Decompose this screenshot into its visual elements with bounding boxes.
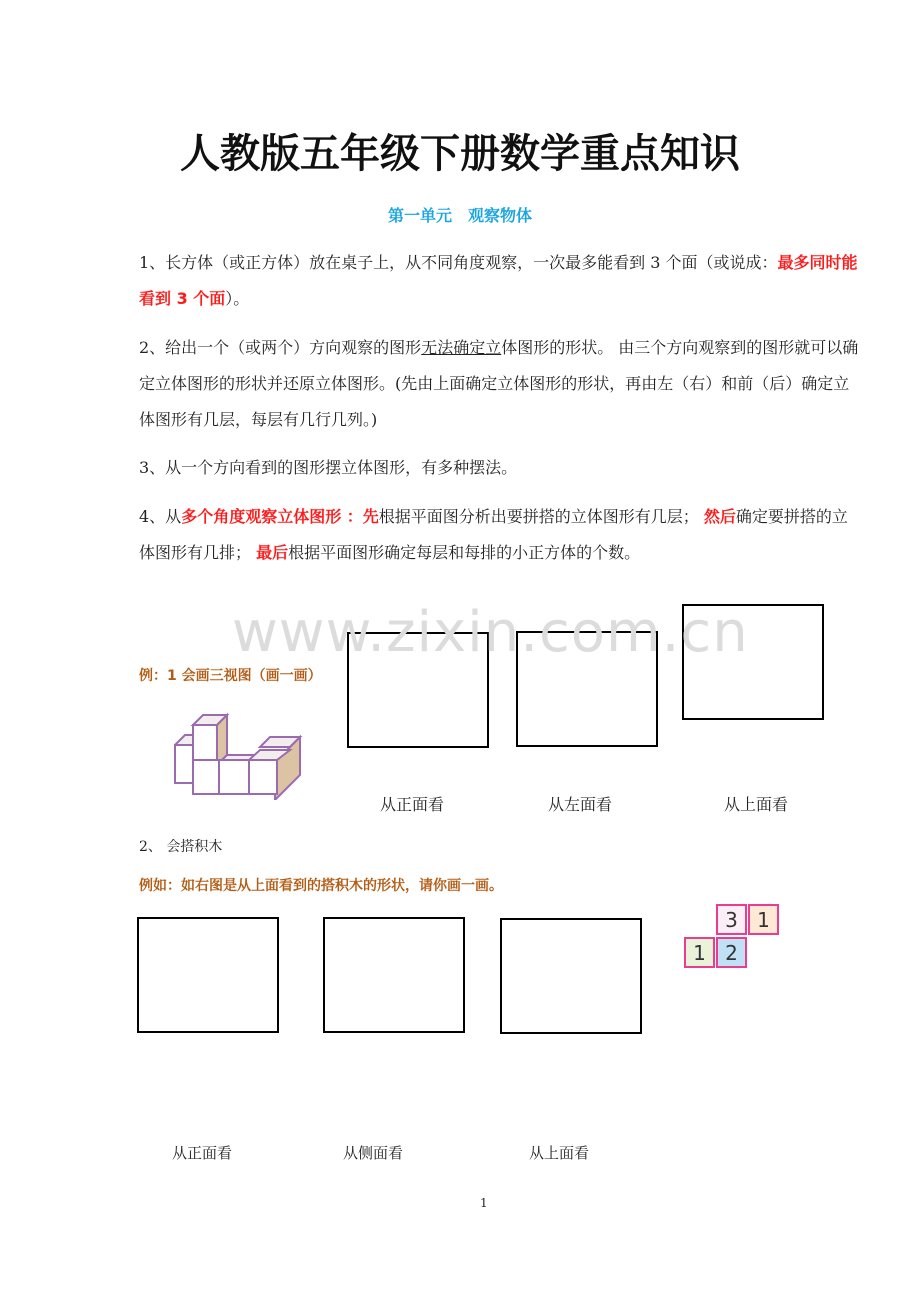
label-front-view-2: 从正面看 [172,1144,233,1162]
drawing-box-top-2[interactable] [500,918,642,1034]
top-view-grid [684,904,784,972]
text: 4、从 [139,507,182,526]
point-2 [139,330,859,438]
watermark: www.zixin.com.cn [232,600,749,665]
point-4 [139,499,859,571]
grid-cell [716,904,747,935]
drawing-box-top[interactable] [682,604,824,720]
text: 根据平面图分析出要拼搭的立体图形有几层； [378,507,699,526]
unit-heading: 第一单元 观察物体 [387,206,532,225]
highlight: 然后 [703,507,736,526]
page-number: 1 [480,1196,488,1210]
underlined-text: 无法确定立 [421,338,502,357]
highlight: 最后 [256,543,289,562]
cell-value: 1 [693,940,706,965]
label-top-view: 从上面看 [724,795,789,814]
example2-heading: 例如：如右图是从上面看到的搭积木的形状，请你画一画。 [139,878,503,894]
grid-cell [716,937,747,968]
text: ）。 [225,289,250,308]
page-title: 人教版五年级下册数学重点知识 [180,130,740,177]
label-top-view-2: 从上面看 [529,1144,590,1162]
drawing-box-side-2[interactable] [323,917,465,1033]
drawing-box-front-2[interactable] [137,917,279,1033]
label-front-view: 从正面看 [380,795,445,814]
highlight: 最多同时能看到 3 个面 [139,253,858,308]
text: 2、给出一个（或两个）方向观察的图形 [139,338,422,357]
label-side-view-2: 从侧面看 [343,1144,404,1162]
point-3: 3、从一个方向看到的图形摆立体图形，有多种摆法。 [139,458,518,477]
point-1 [139,245,859,317]
drawing-box-left[interactable] [516,631,658,747]
text: 体图形的形状。 由三个方向观察到的图形就可以确定立体图形的形状并还原立体图形。(先由上面确定立体图形的形状，再由左（右）和前（后）确定立体图形有几层，每层有几行几列。) [139,338,859,429]
label-left-view: 从左面看 [548,795,613,814]
text: 确定要拼搭的立体图形有几排； [139,507,848,562]
text: 1、长方体（或正方体）放在桌子上，从不同角度观察，一次最多能看到 3 个面（或说成： [139,253,778,272]
drawing-box-front[interactable] [347,632,489,748]
cell-value: 1 [757,907,770,932]
highlight: 多个角度观察立体图形 ：先 [181,507,379,526]
section2-heading: 2、 会搭积木 [139,839,223,855]
cube-figure [165,710,310,800]
cell-value: 2 [725,940,738,965]
grid-cell [684,937,715,968]
cell-value: 3 [725,907,738,932]
text: 根据平面图形确定每层和每排的小正方体的个数。 [288,543,641,562]
example1-heading: 例：1 会画三视图（画一画） [139,668,322,684]
grid-cell [748,904,779,935]
